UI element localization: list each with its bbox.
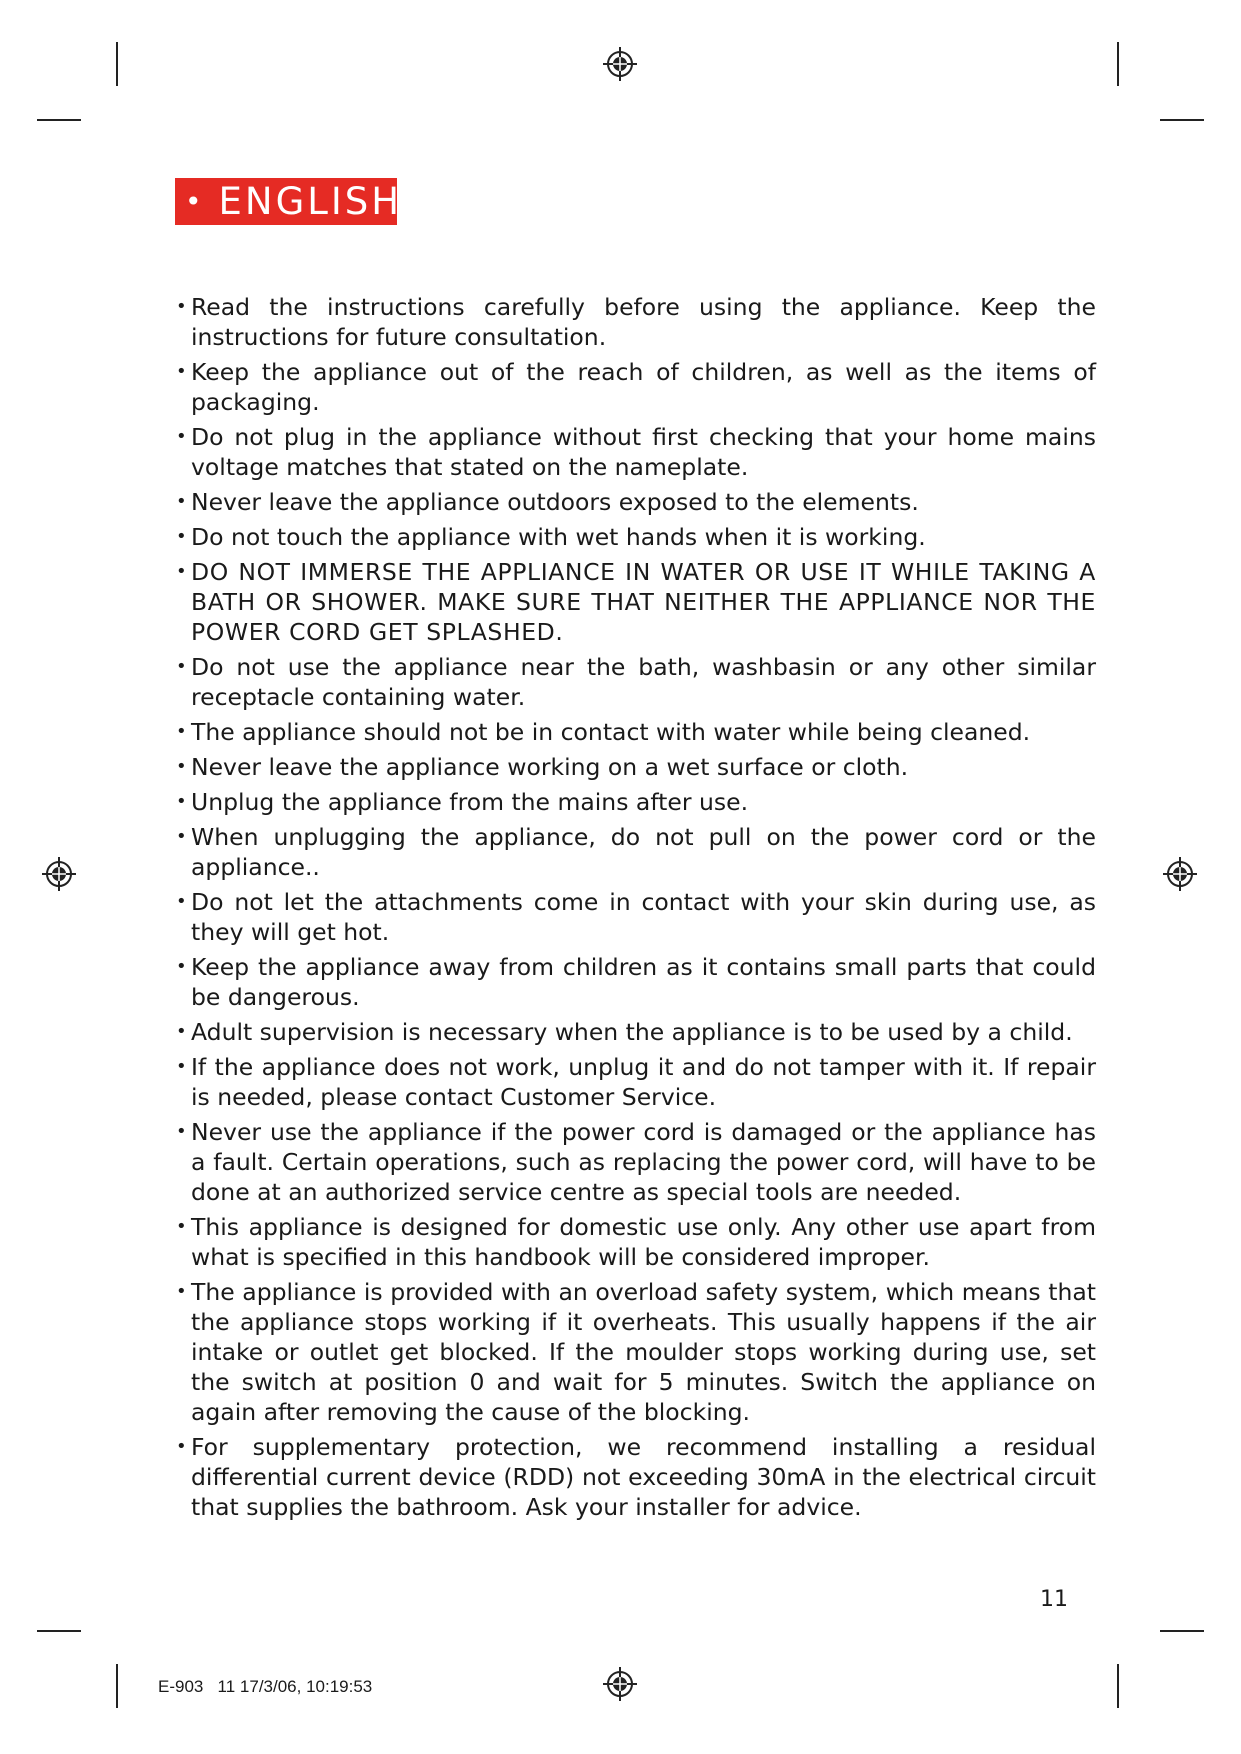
page-number: 11 <box>1040 1587 1068 1612</box>
instruction-item: • Do not let the attachments come in contact with your skin during use, as they will get hot. <box>176 887 1096 947</box>
instruction-item: • Do not touch the appliance with wet hands when it is working. <box>176 522 1096 552</box>
registration-mark-icon <box>602 46 638 82</box>
safety-instructions-list <box>176 292 1096 1527</box>
crop-mark <box>1117 1664 1119 1708</box>
registration-mark-icon <box>1162 856 1198 892</box>
crop-mark <box>1160 119 1204 121</box>
crop-mark <box>1117 42 1119 86</box>
instruction-item: • Do not use the appliance near the bath, washbasin or any other similar receptacle containing water. <box>176 652 1096 712</box>
language-label: ENGLISH <box>218 180 403 223</box>
crop-mark <box>1160 1630 1204 1632</box>
instruction-item: • DO NOT IMMERSE THE APPLIANCE IN WATER OR USE IT WHILE TAKING A BATH OR SHOWER. MAKE SURE THAT NEITHER THE APPLIANCE NOR THE POWER CORD GET SPLASHED. <box>176 557 1096 647</box>
crop-mark <box>37 119 81 121</box>
print-slug: E-903 11 17/3/06, 10:19:53 <box>158 1677 373 1696</box>
language-tag <box>175 178 403 225</box>
instruction-item: • Read the instructions carefully before using the appliance. Keep the instructions for future consultation. <box>176 292 1096 352</box>
instruction-item: • Never use the appliance if the power cord is damaged or the appliance has a fault. Certain operations, such as replacing the power cord, will have to be done at an authorized service centre as special tools are needed. <box>176 1117 1096 1207</box>
registration-mark-icon <box>602 1666 638 1702</box>
instruction-item: • For supplementary protection, we recommend installing a residual differential current device (RDD) not exceeding 30mA in the electrical circuit that supplies the bathroom. Ask your installer for advice. <box>176 1432 1096 1522</box>
crop-mark <box>116 1664 118 1708</box>
instruction-item: • Do not plug in the appliance without first checking that your home mains voltage matches that stated on the nameplate. <box>176 422 1096 482</box>
crop-mark <box>37 1630 81 1632</box>
instruction-item: • Keep the appliance out of the reach of children, as well as the items of packaging. <box>176 357 1096 417</box>
instruction-item: • Never leave the appliance outdoors exposed to the elements. <box>176 487 1096 517</box>
instruction-item: • If the appliance does not work, unplug it and do not tamper with it. If repair is needed, please contact Customer Service. <box>176 1052 1096 1112</box>
instruction-item: • When unplugging the appliance, do not pull on the power cord or the appliance.. <box>176 822 1096 882</box>
instruction-item: • Never leave the appliance working on a wet surface or cloth. <box>176 752 1096 782</box>
registration-mark-icon <box>41 856 77 892</box>
instruction-item: • This appliance is designed for domestic use only. Any other use apart from what is specified in this handbook will be considered improper. <box>176 1212 1096 1272</box>
crop-mark <box>116 42 118 86</box>
instruction-item: • Keep the appliance away from children as it contains small parts that could be dangerous. <box>176 952 1096 1012</box>
instruction-item: • The appliance should not be in contact with water while being cleaned. <box>176 717 1096 747</box>
instruction-item: • Unplug the appliance from the mains after use. <box>176 787 1096 817</box>
language-tag-bullet: • <box>185 185 205 218</box>
instruction-item: • The appliance is provided with an overload safety system, which means that the appliance stops working if it overheats. This usually happens if the air intake or outlet get blocked. If the moulder stops working during use, set the switch at position 0 and wait for 5 minutes. Switch the appliance on again after removing the cause of the blocking. <box>176 1277 1096 1427</box>
instruction-item: • Adult supervision is necessary when the appliance is to be used by a child. <box>176 1017 1096 1047</box>
